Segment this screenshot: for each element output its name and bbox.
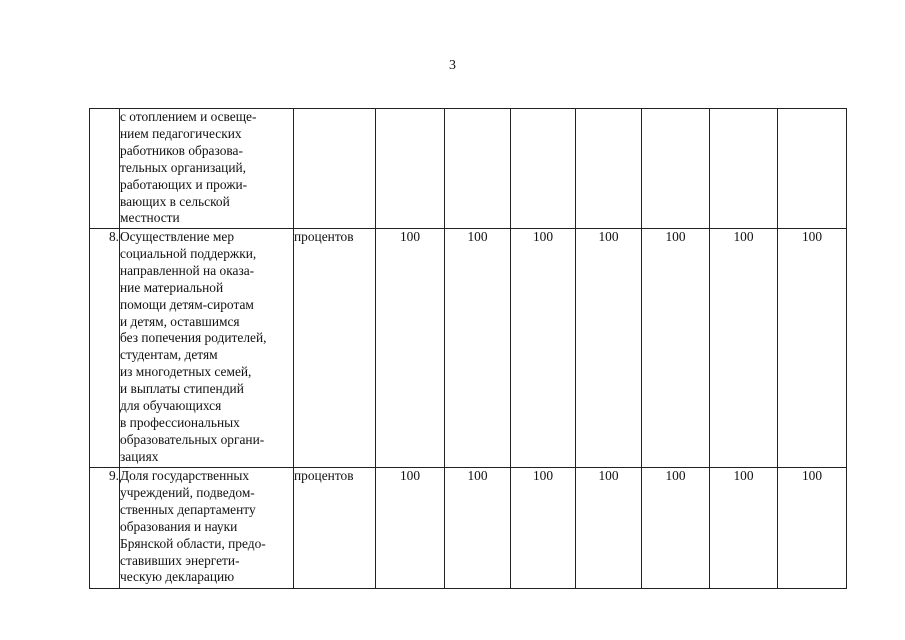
value-cell: 100 [576,468,642,589]
value-cell: 100 [710,468,778,589]
value-cell: 100 [445,468,511,589]
indicator-name: с отоплением и освеще- нием педагогических работников образова- тельных организаций, работающих и прожи- вающих в сельской местности [120,109,294,229]
value-cell: 100 [642,229,710,468]
table-row [90,229,847,468]
value-cell: 100 [445,229,511,468]
row-number: 9. [90,468,120,589]
indicators-table [89,108,847,589]
value-cell: 100 [778,468,847,589]
value-cell: 100 [376,229,445,468]
value-cell [778,109,847,229]
row-number [90,109,120,229]
value-cell [710,109,778,229]
indicator-name: Доля государственных учреждений, подведом- ственных департаменту образования и науки Брянской области, предо- ставивших энергети- ческую декларацию [120,468,294,589]
value-cell: 100 [511,229,576,468]
value-cell [445,109,511,229]
value-cell [642,109,710,229]
table-row [90,468,847,589]
page-number: 3 [449,58,456,73]
indicator-name: Осуществление мер социальной поддержки, направленной на оказа- ние материальной помощи детям-сиротам и детям, оставшимся без попечения родителей, студентам, детям из многодетных семей, и выплаты стипендий для обучающихся в профессиональных образовательных органи- зациях [120,229,294,468]
value-cell: 100 [511,468,576,589]
value-cell: 100 [576,229,642,468]
value-cell: 100 [710,229,778,468]
row-number: 8. [90,229,120,468]
value-cell [511,109,576,229]
unit-cell [294,109,376,229]
value-cell: 100 [376,468,445,589]
value-cell: 100 [778,229,847,468]
unit-cell: процентов [294,468,376,589]
value-cell [376,109,445,229]
value-cell [576,109,642,229]
table-row [90,109,847,229]
unit-cell: процентов [294,229,376,468]
value-cell: 100 [642,468,710,589]
